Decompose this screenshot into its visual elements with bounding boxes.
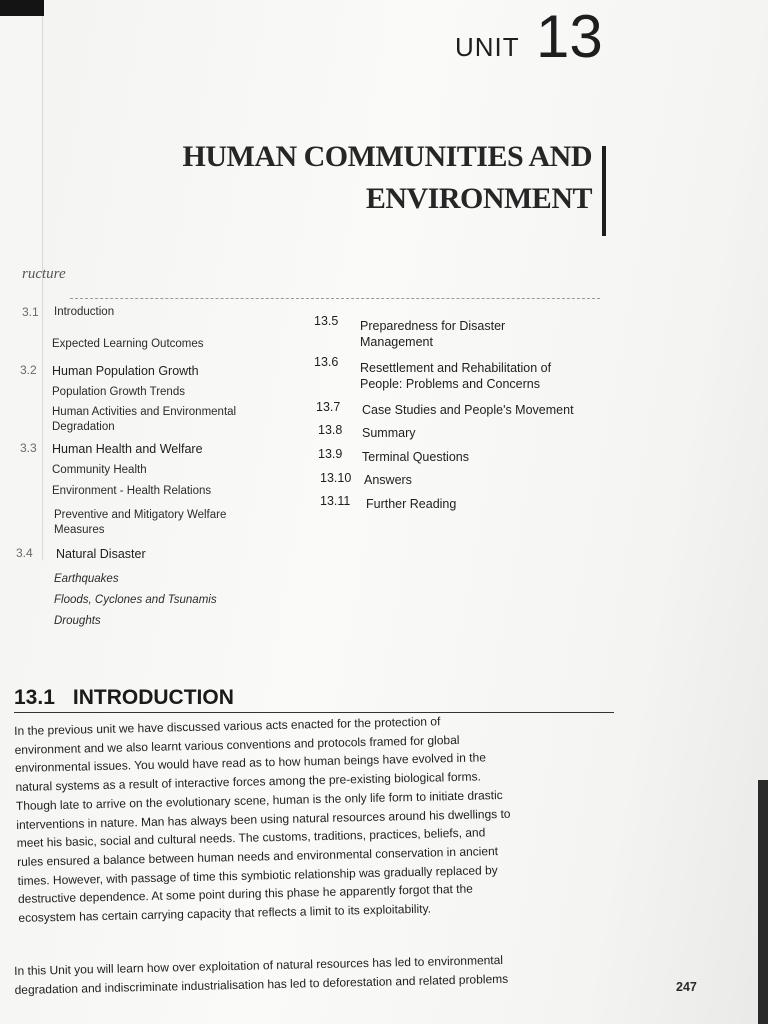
paragraph-line: times. However, with passage of time this symbiotic relationship was gradually replaced by [17, 862, 498, 888]
paragraph-line: degradation and indiscriminate industrialisation has led to deforestation and related problems [14, 971, 509, 997]
section-title: INTRODUCTION [72, 686, 234, 709]
toc-number: 13.8 [318, 423, 343, 437]
toc-item: Human Health and Welfare [52, 442, 203, 456]
paragraph-line: In the previous unit we have discussed various acts enacted for the protection of [14, 714, 441, 738]
toc-item: Natural Disaster [56, 547, 146, 561]
toc-item: Environment - Health Relations [52, 485, 212, 497]
unit-label: UNIT [455, 32, 520, 62]
toc-item: Human Activities and Environmental [52, 406, 237, 418]
paragraph-line: interventions in nature. Man has always been using natural resources around his dwellings to [16, 806, 511, 832]
toc-item [360, 318, 505, 350]
toc-item: Floods, Cyclones and Tsunamis [54, 594, 217, 606]
unit-number: 13 [536, 3, 603, 70]
paragraph-line: Though late to arrive on the evolutionary scene, human is the only life form to initiate drastic [15, 787, 503, 813]
structure-label: ructure [22, 266, 66, 282]
toc-item: Measures [54, 524, 105, 536]
toc-item: Terminal Questions [362, 450, 469, 464]
toc-item: Expected Learning Outcomes [52, 338, 204, 350]
structure-rule [70, 298, 600, 299]
toc-number: 3.4 [16, 546, 33, 560]
toc-item-line: Management [360, 335, 433, 349]
toc-item: Earthquakes [54, 573, 119, 585]
toc-number: 13.9 [318, 447, 343, 461]
background-corner [0, 0, 44, 16]
unit-title-line-2: ENVIRONMENT [365, 182, 592, 215]
section-heading [14, 686, 234, 710]
toc-item-line: Resettlement and Rehabilitation of [360, 361, 552, 375]
paragraph-line: rules ensured a balance between human needs and environmental conservation in ancient [17, 843, 499, 869]
toc-number: 13.5 [314, 314, 339, 328]
page-number: 247 [676, 980, 697, 994]
toc-number: 3.1 [22, 305, 39, 319]
title-bar [602, 146, 606, 236]
unit-title [72, 136, 592, 220]
paragraph-line: natural systems as a result of interactive forces among the pre-existing biological forms. [15, 769, 482, 795]
paragraph-line: environment and we also learnt various conventions and protocols framed for global [14, 732, 460, 757]
section-number: 13.1 [14, 686, 55, 709]
toc-item: Answers [364, 473, 412, 487]
toc-number: 3.2 [20, 363, 37, 377]
toc-item: Introduction [54, 306, 115, 318]
toc-item [360, 360, 551, 392]
toc-number: 3.3 [20, 441, 37, 455]
toc-number: 13.7 [316, 400, 341, 414]
toc-item: Community Health [52, 464, 147, 476]
paragraph-line: destructive dependence. At some point during this phase he apparently forgot that the [17, 881, 474, 907]
toc-item: Preventive and Mitigatory Welfare [54, 509, 227, 521]
toc-item: Droughts [54, 615, 101, 627]
intro-paragraph [14, 708, 639, 928]
paragraph-line: meet his basic, social and cultural needs. The customs, traditions, practices, beliefs, and [16, 825, 486, 851]
paragraph-line: ecosystem has certain carrying capacity that reflects a limit to its exploitability. [18, 901, 432, 925]
toc-number: 13.6 [314, 355, 339, 369]
toc-number: 13.11 [320, 494, 351, 508]
toc-item: Summary [362, 426, 416, 440]
toc-item: Further Reading [366, 497, 457, 511]
paragraph-line: In this Unit you will learn how over exploitation of natural resources has led to environmental [14, 952, 504, 978]
toc-number: 13.10 [320, 471, 352, 485]
unit-title-line-1: HUMAN COMMUNITIES AND [182, 140, 592, 173]
toc-item-line: Preparedness for Disaster [360, 319, 506, 333]
toc-item: Degradation [52, 421, 115, 433]
toc-item: Human Population Growth [52, 364, 199, 378]
unit-overview-paragraph [14, 948, 635, 999]
toc-item-line: People: Problems and Concerns [360, 377, 540, 391]
background-edge [758, 780, 768, 1024]
toc-item: Case Studies and People's Movement [362, 403, 574, 417]
toc-item: Population Growth Trends [52, 386, 185, 398]
paragraph-line: environmental issues. You would have read as to how human beings have evolved in the [14, 750, 487, 776]
